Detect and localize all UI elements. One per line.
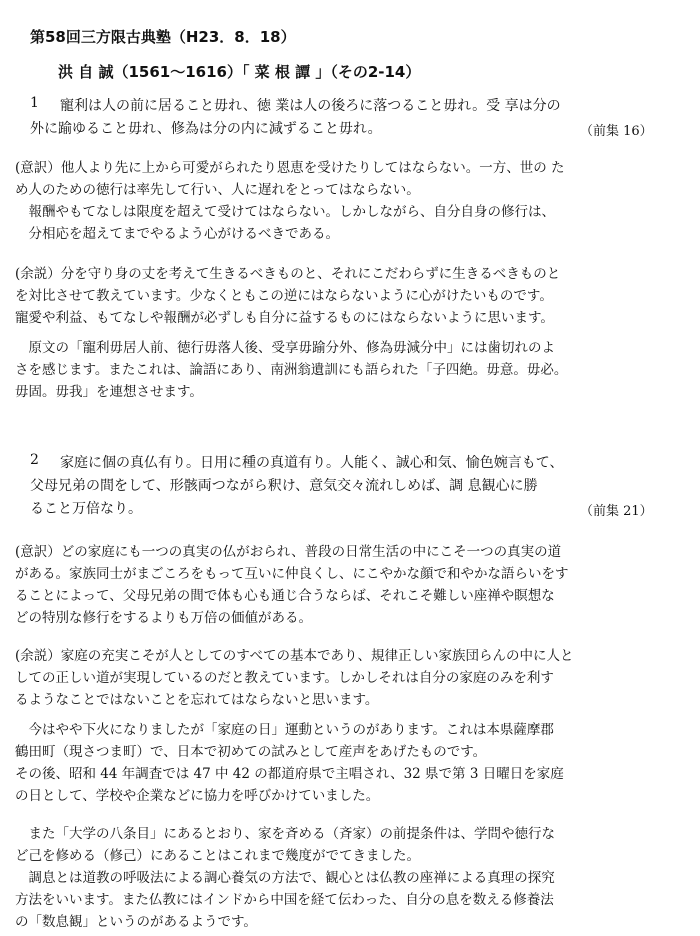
section-2-yosetsu-line: 今はやや下火になりましたが「家庭の日」運動というのがあります。これは本県薩摩郡 (15, 722, 554, 738)
section-1-yakusetsu-line: 報酬やもてなしは限度を超えて受けてはならない。しかしながら、自分自身の修行は、 (15, 204, 555, 220)
section-1-yosetsu-line: (余説）分を守り身の丈を考えて生きるべきものと、それにこだわらずに生きるべきものと (15, 266, 561, 282)
section-2-number: 2 (30, 452, 39, 468)
page-subtitle: 洪 自 誠（1561～1616）「 菜 根 譚 」（その2-14） (58, 63, 421, 81)
section-1-yosetsu-line: 原文の「寵利毋居人前、徳行毋落人後、受享毋踰分外、修為毋減分中」には歯切れのよ (15, 340, 555, 356)
page-title: 第58回三方限古典塾（H23．8．18） (30, 28, 296, 46)
section-2-yosetsu-line: 調息とは道教の呼吸法による調心養気の方法で、観心とは仏教の座禅による真理の探究 (15, 870, 555, 886)
section-2-yosetsu-line: (余説）家庭の充実こそが人としてのすべての基本であり、規律正しい家族団らんの中に人と (15, 648, 574, 664)
section-1-yakusetsu-line: め人のための徳行は率先して行い、人に遅れをとってはならない。 (15, 182, 420, 198)
section-1-yakusetsu-line: (意訳）他人より先に上から可愛がられたり恩恵を受けたりしてはならない。一方、世の た (15, 160, 565, 176)
section-2-yosetsu-line: の「数息観」というのがあるようです。 (15, 914, 257, 930)
section-2-yosetsu-line: しての正しい道が実現しているのだと教えています。しかしそれは自分の家庭のみを利す (15, 670, 554, 686)
section-1-yakusetsu-line: 分相応を超えてまでやるよう心がけるべきである。 (15, 226, 339, 242)
section-1-source: （前集 16） (580, 124, 653, 139)
section-2-yosetsu-line: また「大学の八条目」にあるとおり、家を斉める（斉家）の前提条件は、学問や徳行な (15, 826, 555, 842)
section-2-yakusetsu-line: がある。家族同士がまごころをもって互いに仲良くし、にこやかな顔で和やかな語らいをす (15, 566, 569, 582)
section-2-yosetsu-line: ど己を修める（修己）にあることはこれまで幾度がでてきました。 (15, 848, 420, 864)
section-2-yakusetsu-line: (意訳）どの家庭にも一つの真実の仏がおられ、普段の日常生活の中にこそ一つの真実の道 (15, 544, 562, 560)
section-1-text-line: 寵利は人の前に居ること毋れ、徳 業は人の後ろに落つること毋れ。受 享は分の (60, 98, 561, 114)
section-2-yosetsu-line: 鶴田町（現さつま町）で、日本で初めての試みとして産声をあげたものです。 (15, 744, 487, 760)
section-2-yosetsu-line: その後、昭和 44 年調査では 47 中 42 の都道府県で主唱され、32 県で第 3 日曜日を家庭 (15, 766, 564, 782)
section-1-yosetsu-line: 毋固。毋我」を連想させます。 (15, 384, 203, 400)
section-2-yosetsu-line: の日として、学校や企業などに協力を呼びかけていました。 (15, 788, 380, 804)
section-2-source: （前集 21） (580, 504, 653, 519)
section-1-yosetsu-line: さを感じます。またこれは、論語にあり、南洲翁遺訓にも語られた「子四絶。毋意。毋必。 (15, 362, 568, 378)
section-2-text-line: 家庭に個の真仏有り。日用に種の真道有り。人能く、誠心和気、愉色婉言もて、 (60, 455, 564, 471)
section-2-yosetsu-line: 方法をいいます。また仏教にはインドから中国を経て伝わった、自分の息を数える修養法 (15, 892, 554, 908)
section-2-text-line: 父母兄弟の間をして、形骸両つながら釈け、意気交々流れしめば、調 息観心に勝 (30, 478, 538, 494)
section-1-yosetsu-line: 寵愛や利益、もてなしや報酬が必ずしも自分に益するものにはならないように思います。 (15, 310, 554, 326)
section-2-yosetsu-line: るようなことではないことを忘れてはならないと思います。 (15, 692, 379, 708)
section-1-yosetsu-line: を対比させて教えています。少なくともこの逆にはならないように心がけたいものです。 (15, 288, 553, 304)
section-1-text-line: 外に踰ゆること毋れ、修為は分の内に減ずること毋れ。 (30, 121, 382, 137)
section-2-yakusetsu-line: ることによって、父母兄弟の間で体も心も通じ合うならば、それこそ難しい座禅や瞑想な (15, 588, 555, 604)
section-1-number: 1 (30, 95, 39, 111)
section-2-yakusetsu-line: どの特別な修行をするよりも万倍の価値がある。 (15, 610, 312, 626)
section-2-text-line: ること万倍なり。 (30, 501, 142, 517)
